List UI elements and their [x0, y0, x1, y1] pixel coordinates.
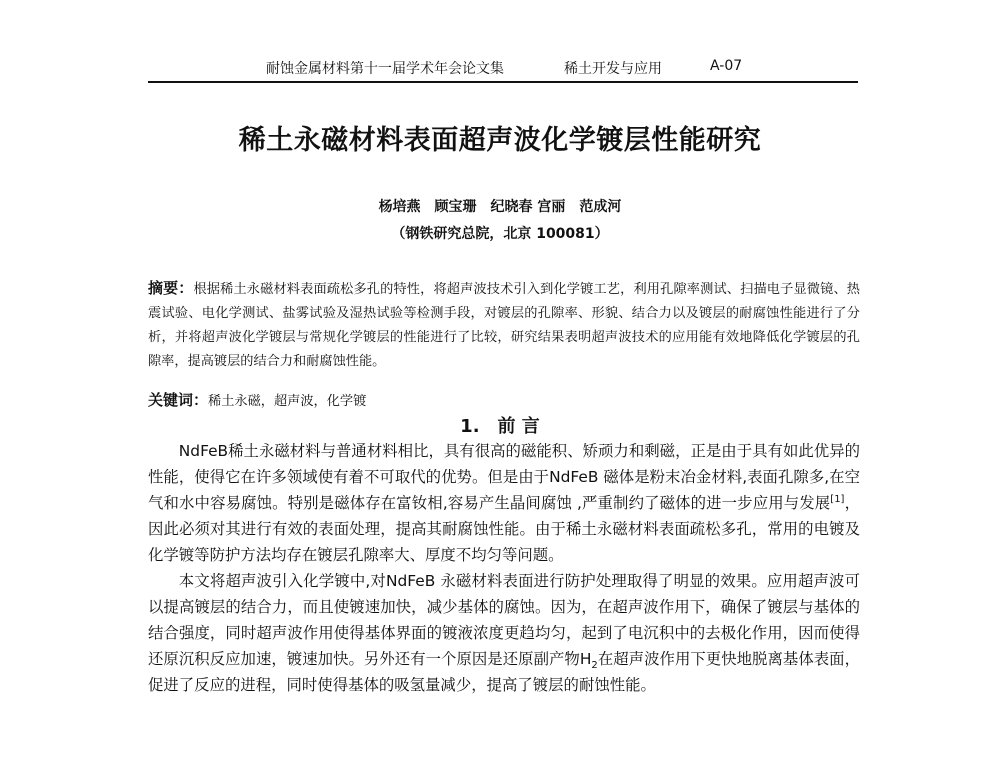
- author-list: 杨培燕 顾宝珊 纪晓春 宫丽 范成河: [378, 199, 622, 215]
- paragraph: [148, 438, 860, 568]
- paragraph-text: ，因此必须对其进行有效的表面处理，提高其耐腐蚀性能。由于稀土永磁材料表面疏松多孔，常用的电镀及化学镀等防护方法均存在镀层孔隙率大、厚度不均匀等问题。: [148, 494, 860, 564]
- keywords-label: 关键词：: [148, 391, 209, 409]
- header-paper-code: A-07: [710, 58, 743, 74]
- paragraph: [148, 568, 860, 698]
- section-heading-introduction: 1. 前 言: [460, 416, 540, 437]
- paragraph-text: 本文将超声波引入化学镀中,对NdFeB 永磁材料表面进行防护处理取得了明显的效果。应用超声波可以提高镀层的结合力，而且使镀速加快，减少基体的腐蚀。因为，在超声波作用下，确保了镀层与基体的结合强度，同时超声波作用使得基体界面的镀液浓度更趋均匀，起到了电沉积中的去极化作用，因而使得还原沉积反应加速，镀速加快。另外还有一个原因是还原副产物H: [148, 572, 860, 668]
- paragraph-text: 在超声波作用下更快地脱离基体表面，促进了反应的进程，同时使得基体的吸氢量减少，提高了镀层的耐蚀性能。: [148, 650, 860, 694]
- abstract: [148, 276, 860, 374]
- keywords: [148, 389, 860, 413]
- keywords-text: 稀土永磁，超声波，化学镀: [208, 394, 367, 409]
- subscript: 2: [591, 660, 598, 672]
- abstract-text: 根据稀土永磁材料表面疏松多孔的特性，将超声波技术引入到化学镀工艺，利用孔隙率测试、扫描电子显微镜、热震试验、电化学测试、盐雾试验及湿热试验等检测手段，对镀层的孔隙率、形貌、结合力以及镀层的耐腐蚀性能进行了分析，并将超声波化学镀层与常规化学镀层的性能进行了比较，研究结果表明超声波技术的应用能有效地降低化学镀层的孔隙率，提高镀层的结合力和耐腐蚀性能。: [148, 282, 860, 369]
- affiliation: （钢铁研究总院，北京 100081）: [391, 226, 609, 242]
- header-rule: [148, 81, 858, 83]
- paper-title: 稀土永磁材料表面超声波化学镀层性能研究: [238, 125, 762, 156]
- header-section-title: 稀土开发与应用: [564, 61, 662, 77]
- introduction-body: [148, 438, 860, 698]
- citation-ref: [1]: [830, 493, 845, 505]
- paragraph-text: NdFeB稀土永磁材料与普通材料相比，具有很高的磁能积、矫顽力和剩磁，正是由于具有如此优异的性能，使得它在许多领域使有着不可取代的优势。但是由于NdFeB 磁体是粉末冶金材料,表面孔隙多,在空气和水中容易腐蚀。特别是磁体存在富钕相,容易产生晶间腐蚀 ,严重制约了磁体的进一步应用与发展: [148, 442, 860, 512]
- header-journal-title: 耐蚀金属材料第十一届学术年会论文集: [266, 61, 504, 77]
- abstract-label: 摘要：: [148, 279, 194, 297]
